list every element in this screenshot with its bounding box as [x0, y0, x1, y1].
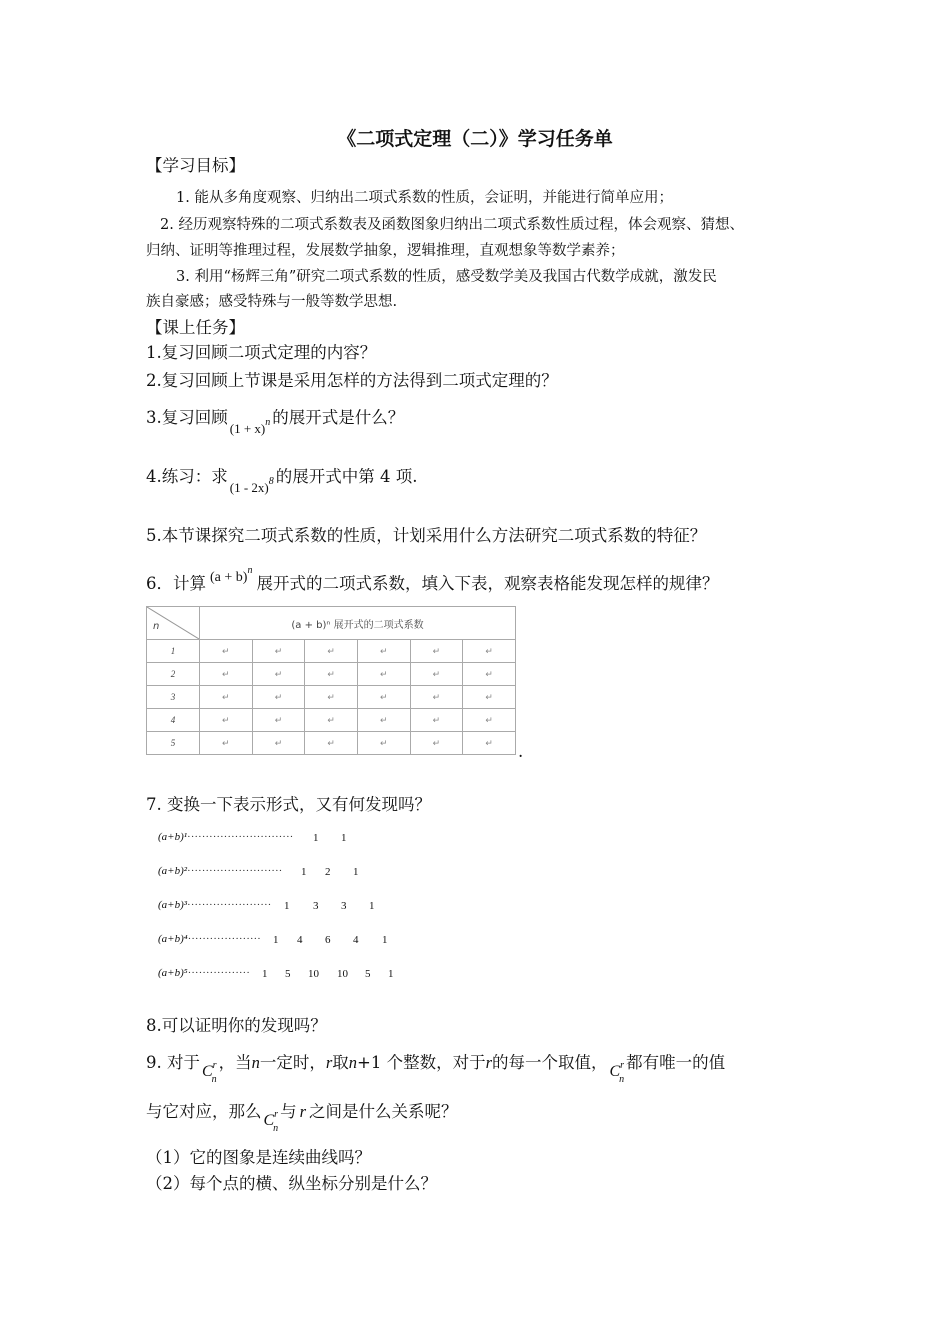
pascal-value: 5: [285, 968, 291, 980]
goal-2-line-2: 归纳、证明等推理过程，发展数学抽象，逻辑推理，直观想象等数学素养；: [146, 243, 625, 259]
pascal-value: 1: [273, 934, 279, 946]
goal-1: 1. 能从多角度观察、归纳出二项式系数的性质，会证明，并能进行简单应用；: [176, 190, 673, 206]
pascal-value: 1: [353, 866, 359, 878]
table-cell[interactable]: ↵: [410, 732, 463, 755]
binomial-coefficient-table: [146, 606, 516, 755]
table-cell[interactable]: ↵: [410, 709, 463, 732]
pascal-value: 4: [353, 934, 359, 946]
table-cell[interactable]: ↵: [200, 709, 253, 732]
page-title: 《二项式定理（二）》学习任务单: [337, 128, 613, 150]
pascal-value: 1: [301, 866, 307, 878]
table-cell[interactable]: ↵: [463, 709, 516, 732]
table-n-header: n: [147, 607, 200, 640]
table-cell[interactable]: ↵: [252, 709, 305, 732]
binomial-symbol: $C^r_n$: [263, 1109, 279, 1134]
pascal-row-3: (a+b)³·······················: [158, 899, 272, 911]
table-row: 4 ↵ ↵ ↵ ↵ ↵ ↵: [147, 709, 516, 732]
table-cell[interactable]: ↵: [200, 732, 253, 755]
question-7: 7. 变换一下表示形式，又有何发现吗？: [146, 795, 431, 814]
pascal-value: 10: [337, 968, 348, 980]
table-cell[interactable]: ↵: [305, 640, 358, 663]
pascal-row-1: (a+b)¹·····························: [158, 831, 294, 843]
table-cell[interactable]: ↵: [410, 686, 463, 709]
pascal-row-5: (a+b)⁵·················: [158, 967, 250, 979]
table-cell[interactable]: ↵: [305, 732, 358, 755]
question-6: 6．计算 $^{(a + b)^n}$展开式的二项式系数，填入下表，观察表格能发现怎样的规律？: [146, 565, 719, 593]
pascal-value: 1: [369, 900, 375, 912]
table-cell[interactable]: ↵: [305, 663, 358, 686]
pascal-value: 1: [341, 832, 347, 844]
table-cell[interactable]: ↵: [357, 686, 410, 709]
pascal-value: 1: [313, 832, 319, 844]
binomial-symbol: $C^r_n$: [609, 1060, 625, 1085]
pascal-value: 2: [325, 866, 331, 878]
pascal-value: 6: [325, 934, 331, 946]
pascal-value: 1: [382, 934, 388, 946]
table-row: 1 ↵ ↵ ↵ ↵ ↵ ↵: [147, 640, 516, 663]
tasks-heading: 【课上任务】: [146, 318, 245, 337]
table-cell[interactable]: ↵: [252, 686, 305, 709]
table-cell[interactable]: ↵: [252, 663, 305, 686]
pascal-value: 1: [262, 968, 268, 980]
question-3: 3.复习回顾$_{(1 + x)^n}$ 的展开式是什么？: [146, 408, 405, 436]
pascal-value: 1: [388, 968, 394, 980]
table-cell[interactable]: ↵: [305, 709, 358, 732]
table-cell[interactable]: ↵: [200, 686, 253, 709]
table-cell[interactable]: ↵: [305, 686, 358, 709]
pascal-value: 3: [341, 900, 347, 912]
table-cell[interactable]: ↵: [200, 663, 253, 686]
pascal-value: 5: [365, 968, 371, 980]
table-cell[interactable]: ↵: [357, 732, 410, 755]
table-cell[interactable]: ↵: [252, 732, 305, 755]
pascal-value: 4: [297, 934, 303, 946]
goal-3-line-2: 族自豪感；感受特殊与一般等数学思想.: [146, 294, 398, 310]
question-5: 5.本节课探究二项式系数的性质，计划采用什么方法研究二项式系数的特征？: [146, 526, 707, 545]
table-row: 2 ↵ ↵ ↵ ↵ ↵ ↵: [147, 663, 516, 686]
table-cell[interactable]: ↵: [463, 663, 516, 686]
table-cell[interactable]: ↵: [200, 640, 253, 663]
table-header: (a + b)ⁿ 展开式的二项式系数: [200, 607, 516, 640]
table-cell[interactable]: ↵: [463, 640, 516, 663]
pascal-value: 3: [313, 900, 319, 912]
question-9-line-2: 与它对应，那么 $C^r_n$与 r 之间是什么关系呢？: [146, 1102, 458, 1134]
table-cell[interactable]: ↵: [410, 663, 463, 686]
question-9-line-1: 9. 对于 $C^r_n$，当n一定时，r取n+1 个整数，对于r的每一个取值， $C^r_n$都有唯一的值: [146, 1053, 726, 1085]
goal-3-line-1: 3. 利用“杨辉三角”研究二项式系数的性质，感受数学美及我国古代数学成就，激发民: [176, 269, 717, 285]
pascal-row-4: (a+b)⁴····················: [158, 933, 261, 945]
pascal-value: 1: [284, 900, 290, 912]
goals-heading: 【学习目标】: [146, 156, 245, 175]
binomial-symbol: $C^r_n$: [202, 1060, 217, 1085]
question-1: 1.复习回顾二项式定理的内容？: [146, 343, 377, 362]
question-2: 2.复习回顾上节课是采用怎样的方法得到二项式定理的？: [146, 371, 558, 390]
table-cell[interactable]: ↵: [357, 663, 410, 686]
question-8: 8.可以证明你的发现吗？: [146, 1016, 327, 1035]
table-cell[interactable]: ↵: [357, 640, 410, 663]
goal-2-line-1: 2. 经历观察特殊的二项式系数表及函数图象归纳出二项式系数性质过程，体会观察、猜想、: [160, 217, 744, 233]
table-cell[interactable]: ↵: [252, 640, 305, 663]
sub-question-2: （2）每个点的横、纵坐标分别是什么？: [146, 1174, 437, 1193]
table-cell[interactable]: ↵: [357, 709, 410, 732]
pascal-value: 10: [308, 968, 319, 980]
table-cell[interactable]: ↵: [410, 640, 463, 663]
table-cell[interactable]: ↵: [463, 686, 516, 709]
table-row: 3 ↵ ↵ ↵ ↵ ↵ ↵: [147, 686, 516, 709]
sub-question-1: （1）它的图象是连续曲线吗？: [146, 1148, 371, 1167]
pascal-row-2: (a+b)²··························: [158, 865, 283, 877]
question-4: 4.练习：求$_{(1 - 2x)^8}$ 的展开式中第 4 项.: [146, 467, 418, 495]
table-trailing-period: .: [518, 742, 524, 761]
table-cell[interactable]: ↵: [463, 732, 516, 755]
table-row: 5 ↵ ↵ ↵ ↵ ↵ ↵: [147, 732, 516, 755]
